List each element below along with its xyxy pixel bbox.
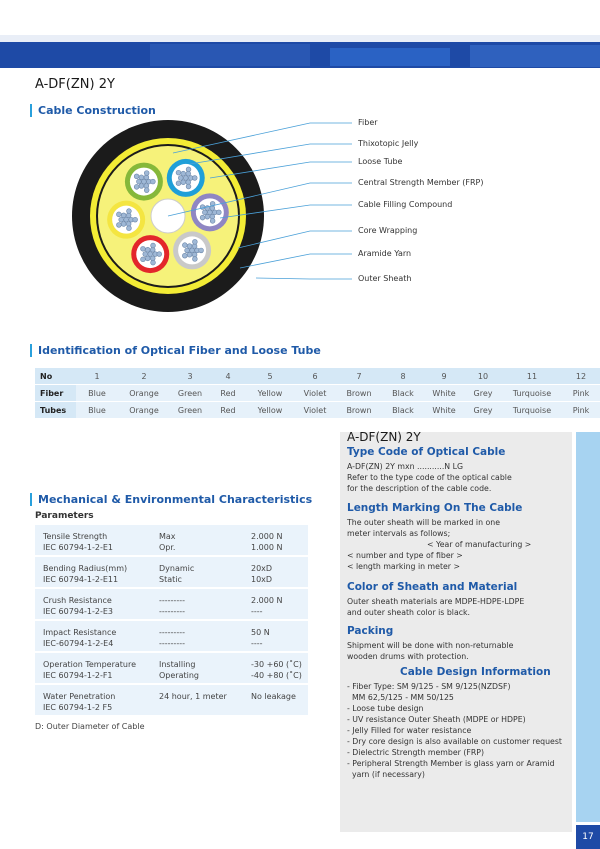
panel-line: for the description of the cable code. (347, 484, 492, 493)
row-label: Tubes (35, 402, 76, 419)
table-header-cell: 9 (424, 368, 464, 385)
table-cell: Red (210, 402, 246, 419)
identification-table (35, 368, 600, 419)
parameter-value (251, 691, 296, 702)
panel-line: < number and type of fiber > (347, 551, 463, 560)
panel-line: - Loose tube design (347, 704, 424, 713)
fiber (137, 179, 142, 184)
table-row (35, 385, 600, 402)
table-cell: Turquoise (502, 402, 562, 419)
length-marking-heading: Length Marking On The Cable (347, 502, 523, 514)
table-cell: White (424, 402, 464, 419)
parameter-value-line: 1.000 N (251, 543, 283, 552)
parameter-value-line: -40 +80 (˚C) (251, 671, 302, 680)
parameter-name-line: Bending Radius(mm) (43, 564, 128, 573)
parameter-condition-line: Operating (159, 671, 199, 680)
type-code-heading: Type Code of Optical Cable (347, 446, 506, 458)
parameter-value (251, 563, 272, 585)
parameter-value (251, 659, 302, 681)
table-cell: Black (382, 385, 424, 402)
fiber (183, 176, 188, 181)
table-header-cell: 5 (246, 368, 294, 385)
table-cell: Blue (76, 385, 118, 402)
parameter-name (43, 627, 116, 649)
page-number: 17 (576, 825, 600, 849)
callout-label: Fiber (358, 118, 378, 127)
parameter-value-line: No leakage (251, 692, 296, 701)
fiber (119, 217, 124, 222)
parameter-value-line: -30 +60 (˚C) (251, 660, 302, 669)
fiber (133, 217, 138, 222)
fiber (127, 209, 132, 214)
fiber (216, 210, 221, 215)
fiber (127, 226, 132, 231)
mechanical-row (35, 653, 308, 683)
parameter-value-line: 2.000 N (251, 532, 283, 541)
parameter-value-line: 20xD (251, 564, 273, 573)
panel-line: - Fiber Type: SM 9/125 - SM 9/125(NZDSF) (347, 682, 511, 691)
panel-title: A-DF(ZN) 2Y (347, 430, 421, 444)
fiber (181, 171, 186, 176)
fiber (176, 181, 181, 186)
fiber (187, 252, 192, 257)
fiber (141, 257, 146, 262)
color-text (347, 596, 524, 618)
parameter-name (43, 563, 127, 585)
fiber (145, 256, 150, 261)
table-header-cell: 2 (118, 368, 170, 385)
fiber (200, 215, 205, 220)
table-header-row (35, 368, 600, 385)
fiber (207, 210, 212, 215)
panel-line: Shipment will be done with non-returnable (347, 641, 514, 650)
panel-line: - Dielectric Strength member (FRP) (347, 748, 485, 757)
parameter-name (43, 531, 113, 553)
header-stripe (330, 48, 450, 66)
panel-line: < length marking in meter > (347, 562, 461, 571)
mechanical-row (35, 525, 308, 555)
parameter-value-line: ---- (251, 639, 263, 648)
table-cell: Orange (118, 402, 170, 419)
fiber (141, 246, 146, 251)
table-cell: Grey (464, 402, 502, 419)
panel-line: Refer to the type code of the optical cable (347, 473, 512, 482)
parameter-name-line: Impact Resistance (43, 628, 117, 637)
fiber (148, 252, 153, 257)
table-cell: Brown (336, 385, 382, 402)
table-header-cell: 4 (210, 368, 246, 385)
parameter-condition-line: --------- (159, 628, 185, 637)
row-label: Fiber (35, 385, 76, 402)
callout-label: Thixotopic Jelly (358, 139, 419, 148)
side-strip (576, 432, 600, 822)
panel-line: The outer sheath will be marked in one (347, 518, 500, 527)
parameter-name-line: Operation Temperature (43, 660, 137, 669)
parameter-name (43, 595, 113, 617)
fiber (192, 239, 197, 244)
callout-label: Cable Filling Compound (358, 200, 453, 209)
fiber (202, 210, 207, 215)
table-header-cell: 10 (464, 368, 502, 385)
table-header-cell: 12 (562, 368, 600, 385)
fiber (182, 253, 187, 258)
table-cell: Green (170, 402, 210, 419)
length-marking-text (347, 517, 567, 572)
table-cell: Violet (294, 385, 336, 402)
panel-line: yarn (if necessary) (347, 770, 425, 779)
parameter-value-line: 10xD (251, 575, 273, 584)
callout-label: Loose Tube (358, 157, 403, 166)
header-stripe (150, 44, 310, 66)
parameter-value (251, 595, 282, 617)
table-header-cell: 6 (294, 368, 336, 385)
parameter-condition-line: 24 hour, 1 meter (159, 692, 227, 701)
fiber (182, 243, 187, 248)
parameter-name-line: Tensile Strength (43, 532, 108, 541)
fiber (144, 171, 149, 176)
parameter-name-line: Crush Resistance (43, 596, 112, 605)
fiber (192, 176, 197, 181)
fiber (187, 244, 192, 249)
parameter-name (43, 691, 115, 713)
fiber (116, 223, 121, 228)
panel-line: wooden drums with protection. (347, 652, 469, 661)
parameter-value (251, 531, 282, 553)
parameter-name (43, 659, 136, 681)
footnote: D: Outer Diameter of Cable (35, 722, 145, 731)
fiber (190, 248, 195, 253)
fiber (181, 180, 186, 185)
table-row (35, 402, 600, 419)
panel-line: - Peripheral Strength Member is glass yarn or Aramid (347, 759, 555, 768)
panel-line: meter intervals as follows; (347, 529, 451, 538)
cable-construction-heading: Cable Construction (30, 104, 156, 117)
table-cell: Yellow (246, 402, 294, 419)
parameter-name-line: Water Penetration (43, 692, 116, 701)
fiber (144, 188, 149, 193)
parameter-value-line: 50 N (251, 628, 270, 637)
table-cell: White (424, 385, 464, 402)
design-text (347, 681, 562, 780)
table-header-cell: 1 (76, 368, 118, 385)
parameter-name-line: IEC 60794-1-2-F1 (43, 671, 113, 680)
table-cell: Grey (464, 385, 502, 402)
parameter-name-line: IEC 60794-1-2-E11 (43, 575, 119, 584)
parameter-condition-line: Dynamic (159, 564, 195, 573)
fiber (205, 214, 210, 219)
fiber (176, 170, 181, 175)
mechanical-row (35, 621, 308, 651)
packing-text (347, 640, 513, 662)
parameter-condition-line: --------- (159, 607, 185, 616)
parameter-value (251, 627, 270, 649)
fiber (124, 217, 129, 222)
fiber (134, 174, 139, 179)
fiber (178, 176, 183, 181)
table-cell: Turquoise (502, 385, 562, 402)
parameter-condition (159, 531, 176, 553)
fiber (121, 222, 126, 227)
fiber (134, 184, 139, 189)
table-cell: Yellow (246, 385, 294, 402)
table-header-cell: 11 (502, 368, 562, 385)
panel-line: A-DF(ZN) 2Y mxn ...........N LG (347, 462, 463, 471)
fiber (142, 179, 147, 184)
parameter-condition (159, 595, 185, 617)
panel-line: - Dry core design is also available on customer request (347, 737, 562, 746)
table-cell: Blue (76, 402, 118, 419)
panel-line: and outer sheath color is black. (347, 608, 471, 617)
parameter-condition-line: Opr. (159, 543, 176, 552)
design-heading: Cable Design Information (400, 666, 551, 678)
fiber (192, 257, 197, 262)
parameter-value-line: ---- (251, 607, 263, 616)
table-cell: Orange (118, 385, 170, 402)
fiber (139, 184, 144, 189)
table-header-cell: 8 (382, 368, 424, 385)
parameters-subheading: Parameters (35, 511, 94, 521)
fiber (121, 213, 126, 218)
mechanical-heading: Mechanical & Environmental Characteristics (30, 493, 312, 506)
parameter-condition (159, 691, 227, 702)
fiber (185, 248, 190, 253)
fiber (210, 218, 215, 223)
fiber (151, 243, 156, 248)
fiber (186, 167, 191, 172)
panel-line: Outer sheath materials are MDPE-HDPE-LDPE (347, 597, 525, 606)
callout-label: Outer Sheath (358, 274, 412, 283)
parameter-condition-line: Static (159, 575, 182, 584)
parameter-name-line: IEC 60794-1-2-E1 (43, 543, 113, 552)
table-header-cell: No (35, 368, 76, 385)
color-heading: Color of Sheath and Material (347, 581, 518, 593)
identification-heading: Identification of Optical Fiber and Loose Tube (30, 344, 321, 357)
packing-heading: Packing (347, 625, 394, 637)
mechanical-row (35, 557, 308, 587)
fiber (157, 252, 162, 257)
table-cell: Red (210, 385, 246, 402)
table-cell: Black (382, 402, 424, 419)
table-cell: Pink (562, 385, 600, 402)
parameter-name-line: IEC-60794-1-2-E4 (43, 639, 114, 648)
parameter-name-line: IEC 60794-1-2-E3 (43, 607, 113, 616)
table-cell: Violet (294, 402, 336, 419)
parameter-condition-line: --------- (159, 639, 185, 648)
callout-leader (256, 278, 352, 279)
parameter-condition-line: Installing (159, 660, 196, 669)
callout-label: Aramide Yarn (358, 249, 412, 258)
product-title: A-DF(ZN) 2Y (35, 77, 115, 92)
header-stripe (470, 45, 600, 67)
parameter-name-line: IEC 60794-1-2 F5 (43, 703, 113, 712)
fiber (186, 184, 191, 189)
parameter-value-line: 2.000 N (251, 596, 283, 605)
panel-line: < Year of manufacturing > (427, 540, 532, 549)
cable-cross-section-diagram (60, 118, 500, 318)
fiber (151, 260, 156, 265)
table-cell: Brown (336, 402, 382, 419)
fiber (199, 248, 204, 253)
table-header-cell: 7 (336, 368, 382, 385)
table-cell: Pink (562, 402, 600, 419)
parameter-condition (159, 627, 185, 649)
fiber (116, 212, 121, 217)
mechanical-row (35, 589, 308, 619)
callout-leader (240, 254, 352, 268)
fiber (139, 175, 144, 180)
parameter-condition-line: Max (159, 532, 176, 541)
fiber (151, 179, 156, 184)
parameter-condition-line: --------- (159, 596, 185, 605)
mechanical-row (35, 685, 308, 715)
panel-line: MM 62,5/125 - MM 50/125 (347, 693, 454, 702)
panel-line: - UV resistance Outer Sheath (MDPE or HDPE) (347, 715, 526, 724)
parameter-condition (159, 659, 199, 681)
panel-line: - Jelly Filled for water resistance (347, 726, 472, 735)
callout-label: Core Wrapping (358, 226, 418, 235)
fiber (143, 252, 148, 257)
type-code-text (347, 461, 512, 494)
fiber (145, 247, 150, 252)
table-cell: Green (170, 385, 210, 402)
table-header-cell: 3 (170, 368, 210, 385)
parameter-condition (159, 563, 194, 585)
callout-label: Central Strength Member (FRP) (358, 178, 484, 187)
